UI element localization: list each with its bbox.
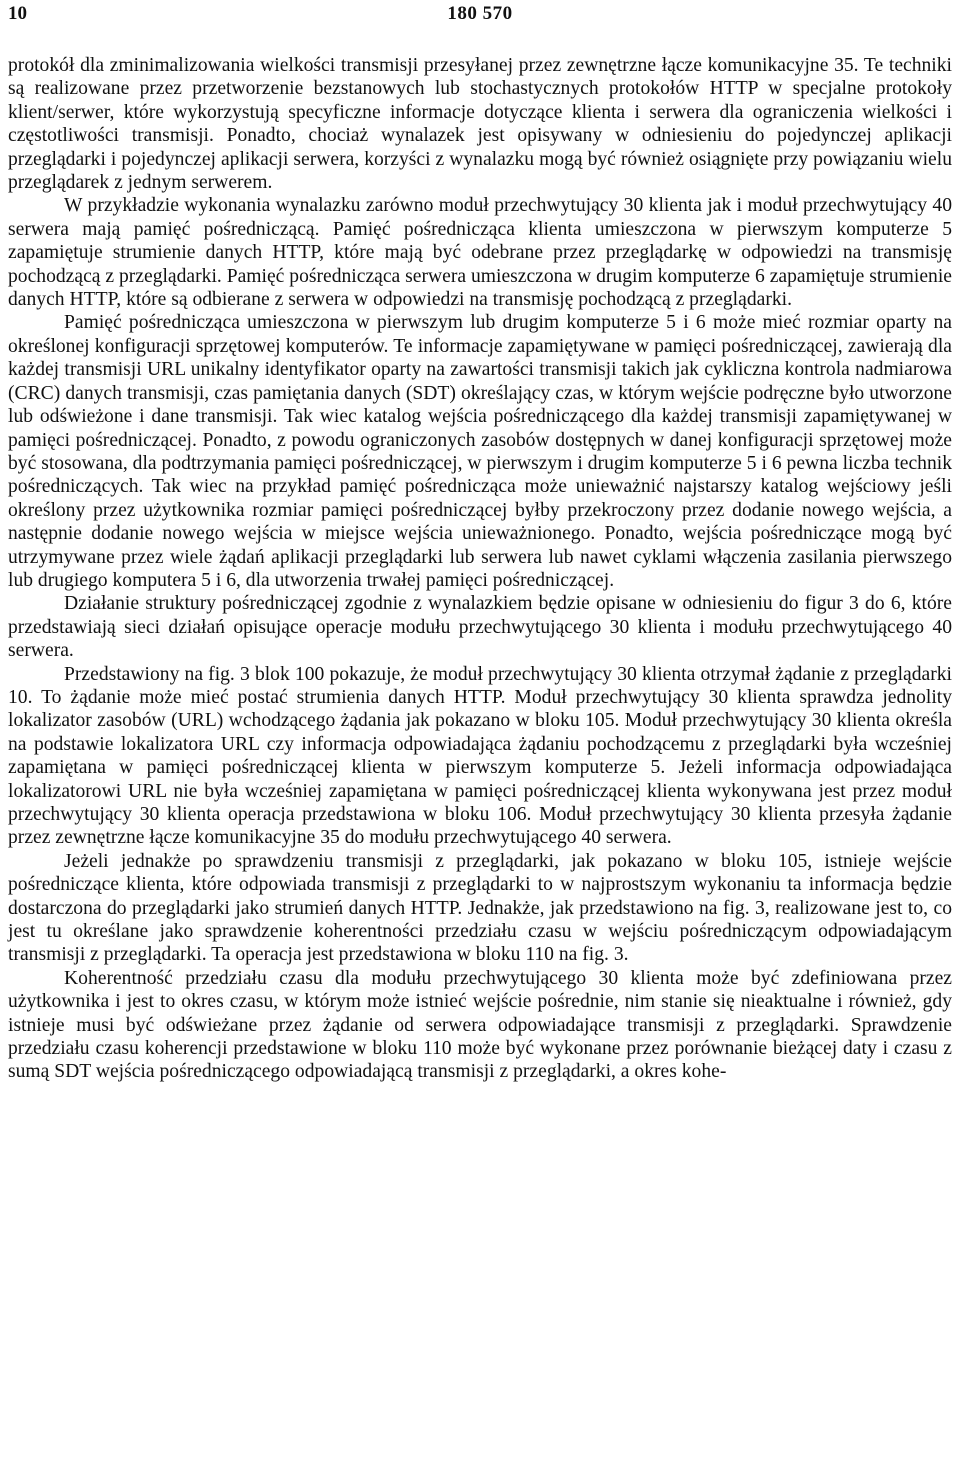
- body-text: [8, 54, 952, 1084]
- document-number: 180 570: [447, 3, 513, 24]
- paragraph: Działanie struktury pośredniczącej zgodnie z wynalazkiem będzie opisane w odniesieniu do figur 3 do 6, które przedstawiają sieci działań opisujące operacje modułu przechwytującego 30 klienta i modułu przechwytującego 40 serwera.: [8, 593, 952, 662]
- paragraph: Koherentność przedziału czasu dla modułu przechwytującego 30 klienta może być zdefiniowana przez użytkownika i jest to okres czasu, w którym może istnieć wejście pośrednie, nim stanie się nieaktualne i również, gdy istnieje musi być odświeżane przez żądanie od serwera odpowiadające transmisji z przeglądarki. Sprawdzenie przedziału czasu koherencji przedstawione w bloku 110 może być wykonane przez porównanie bieżącej daty i czasu z sumą SDT wejścia pośredniczącego odpowiadającą transmisji z przeglądarki, a okres kohe-: [8, 967, 952, 1083]
- page-number: 10: [8, 3, 27, 24]
- paragraph: protokół dla zminimalizowania wielkości transmisji przesyłanej przez zewnętrzne łącze komunikacyjne 35. Te techniki są realizowane przez przetworzenie bezstanowych lub stochastycznych protokołów HTTP w specjalne protokoły klient/serwer, które wykorzystują specyficzne informacje dotyczące klienta i serwera dla ograniczenia wielkości i częstotliwości transmisji. Ponadto, chociaż wynalazek jest opisywany w odniesieniu do pojedynczej aplikacji przeglądarki i pojedynczej aplikacji serwera, korzyści z wynalazku mogą być również osiągnięte przy powiązaniu wielu przeglądarek z jednym serwerem.: [8, 55, 952, 194]
- page-header: [8, 0, 952, 28]
- paragraph: Jeżeli jednakże po sprawdzeniu transmisji z przeglądarki, jak pokazano w bloku 105, istnieje wejście pośredniczące klienta, które odpowiada transmisji z przeglądarki to w najprostszym wykonaniu ta informacja będzie dostarczona do przeglądarki jako strumień danych HTTP. Jednakże, jak przedstawiono na fig. 3, realizowane jest to, co jest tu określane jako sprawdzenie koherentności przedziału czasu w wejściu pośredniczącym odpowiadającym transmisji z przeglądarki. Ta operacja jest przedstawiona w bloku 110 na fig. 3.: [8, 850, 952, 966]
- document-page: [8, 0, 952, 1462]
- paragraph: W przykładzie wykonania wynalazku zarówno moduł przechwytujący 30 klienta jak i moduł przechwytujący 40 serwera mają pamięć pośredniczącą. Pamięć pośrednicząca klienta umieszczona w pierwszym komputerze 5 zapamiętuje strumienie danych HTTP, które mają być odebrane przez przeglądarkę w odpowiedzi na transmisję pochodzącą z przeglądarki. Pamięć pośrednicząca serwera umieszczona w drugim komputerze 6 zapamiętuje strumienie danych HTTP, które są odbierane z serwera w odpowiedzi na transmisję pochodzącą z przeglądarki.: [8, 195, 952, 311]
- paragraph: Pamięć pośrednicząca umieszczona w pierwszym lub drugim komputerze 5 i 6 może mieć rozmiar oparty na określonej konfiguracji sprzętowej komputerów. Te informacje zapamiętywane w pamięci pośredniczącej, zawierają dla każdej transmisji URL unikalny identyfikator oparty na zawartości transmisji takich jak cykliczna kontrola nadmiarowa (CRC) danych transmisji, czas pamiętania danych (SDT) określający czas, w którym wejście podręczne było utworzone lub odświeżone i dane transmisji. Tak wiec katalog wejścia pośredniczącego dla każdej transmisji zapamiętywanej w pamięci pośredniczącej. Ponadto, z powodu ograniczonych zasobów dostępnych w danej konfiguracji sprzętowej może być stosowana, dla podtrzymania pamięci pośredniczącej, w pierwszym i drugim komputerze 5 i 6 pewna liczba technik pośredniczących. Tak wiec na przykład pamięć pośrednicząca może unieważnić najstarszy katalog wejściowy jeśli określony przez użytkownika rozmiar pamięci pośredniczącej byłby przekroczony przez dodanie nowego wejścia, a następnie dodanie nowego wejścia w miejsce wejścia unieważnionego. Ponadto, wejścia pośredniczące mogą być utrzymywane przez wiele żądań aplikacji przeglądarki lub serwera lub nawet cyklami włączenia zasilania pierwszego lub drugiego komputera 5 i 6, dla utworzenia trwałej pamięci pośredniczącej.: [8, 312, 952, 591]
- paragraph: Przedstawiony na fig. 3 blok 100 pokazuje, że moduł przechwytujący 30 klienta otrzymał żądanie z przeglądarki 10. To żądanie może mieć postać strumienia danych HTTP. Moduł przechwytujący 30 klienta sprawdza jednolity lokalizator zasobów (URL) wchodzącego żądania jak pokazano w bloku 105. Moduł przechwytujący 30 klienta określa na podstawie lokalizatora URL czy informacja odpowiadająca żądaniu pochodzącemu z przeglądarki była wcześniej zapamiętana w pamięci pośredniczącej klienta w pierwszym komputerze 5. Jeżeli informacja odpowiadająca lokalizatorowi URL nie była wcześniej zapamiętana w pamięci pośredniczącej klienta wykonywana jest przez moduł przechwytujący 30 klienta operacja przedstawiona w bloku 106. Moduł przechwytujący 30 klienta przesyła żądanie przez zewnętrzne łącze komunikacyjne 35 do modułu przechwytującego 40 serwera.: [8, 663, 952, 849]
